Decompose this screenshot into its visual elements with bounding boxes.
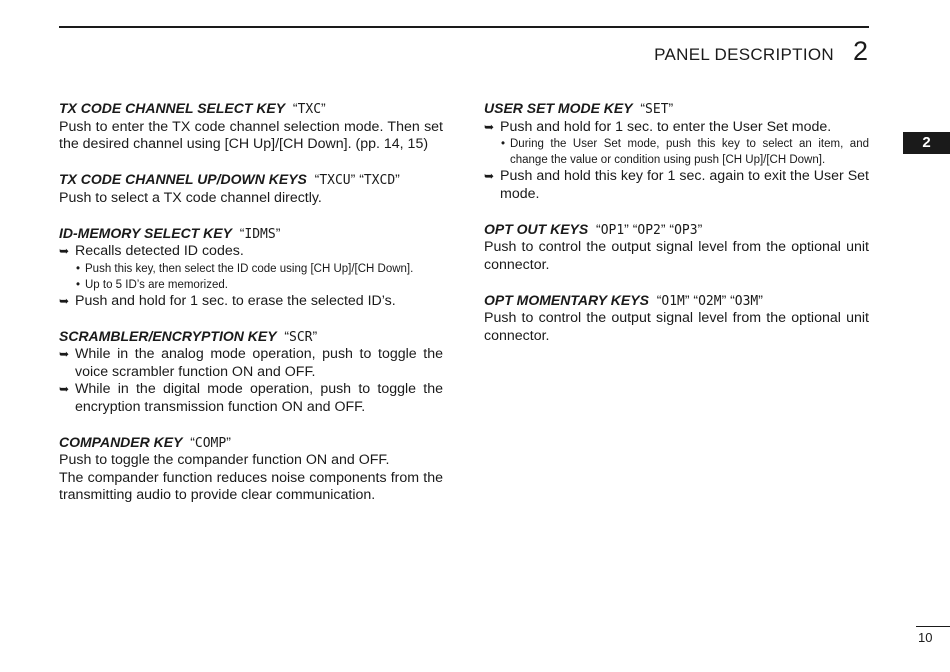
opt-mom-body: Push to control the output signal level from the optional unit connector. [484,310,869,344]
idms-lcd: IDMS [244,226,276,242]
chapter-number: 2 [852,36,868,66]
scr-heading: SCRAMBLER/ENCRYPTION KEY “SCR” [59,327,318,345]
txc-heading-text: TX CODE CHANNEL SELECT KEY [59,100,286,116]
set-heading: USER SET MODE KEY “SET” [484,100,674,117]
txcud-heading: TX CODE CHANNEL UP/DOWN KEYS “TXCU” “TXCD” [59,171,400,188]
op2-lcd: OP2 [637,222,661,238]
comp-line-2: The compander function reduces noise components from the transmitting audio to provide clear communication. [59,469,443,503]
idms-item-1: ➥ Recalls detected ID codes. [59,243,244,259]
opt-mom-heading-text: OPT MOMENTARY KEYS [484,291,649,308]
o3m-lcd: O3M [734,293,759,309]
txcu-lcd: TXCU [319,173,351,188]
txc-lcd: TXC [297,102,322,117]
opt-mom-heading: OPT MOMENTARY KEYS “O1M” “O2M” “O3M” [484,291,763,309]
page-number: 10 [918,630,933,645]
set-section [484,100,869,203]
op1-lcd: OP1 [600,222,625,238]
set-heading-text: USER SET MODE KEY [484,100,633,116]
arrow-icon: ➥ [484,119,495,134]
txcud-section [59,171,443,207]
op3-lcd: OP3 [674,222,698,238]
comp-heading-text: COMPANDER KEY [59,433,183,450]
txc-body: Push to enter the TX code channel selection mode. Then set the desired channel using [CH Up]/[CH Down]. (pp. 14, 15) [59,118,443,152]
opt-out-body: Push to control the output signal level from the optional unit connector. [484,239,869,273]
o1m-lcd: O1M [661,293,685,309]
idms-bullet-1: • Push this key, then select the ID code using [CH Up]/[CH Down]. [76,262,414,275]
idms-bullet-2: • Up to 5 ID’s are memorized. [76,278,228,291]
comp-section [59,434,443,505]
opt-out-section [484,221,869,275]
idms-heading-text: ID-MEMORY SELECT KEY [59,224,232,241]
right-column [484,100,869,363]
page-number-rule [916,626,950,627]
arrow-icon: ➥ [484,169,495,183]
comp-lcd: COMP [194,435,227,451]
arrow-icon: ➥ [59,347,70,361]
set-item-1: ➥ Push and hold for 1 sec. to enter the User Set mode. [484,118,832,135]
o2m-lcd: O2M [698,293,722,309]
opt-out-heading: OPT OUT KEYS “OP1” “OP2” “OP3” [484,220,703,238]
txc-section [59,100,443,154]
page-header [654,36,868,67]
arrow-icon: ➥ [59,293,70,308]
txc-heading: TX CODE CHANNEL SELECT KEY “TXC” [59,100,326,117]
scr-section [59,328,443,417]
txcud-heading-text: TX CODE CHANNEL UP/DOWN KEYS [59,171,307,187]
left-column [59,100,443,522]
arrow-icon: ➥ [59,382,70,396]
idms-item-2: ➥ Push and hold for 1 sec. to erase the selected ID’s. [59,292,396,309]
chapter-tab: 2 [903,132,950,154]
set-bullet-1: • During the User Set mode, push this key to select an item, and change the value or condition using push [CH Up]/[CH Down]. [501,138,869,166]
txcd-lcd: TXCD [363,173,396,188]
opt-mom-section [484,292,869,346]
set-item-2: ➥ Push and hold this key for 1 sec. again to exit the User Set mode. [484,168,869,202]
comp-line-1: Push to toggle the compander function ON and OFF. [59,452,390,468]
scr-lcd: SCR [289,329,313,345]
scr-heading-text: SCRAMBLER/ENCRYPTION KEY [59,327,277,344]
scr-item-1: ➥ While in the analog mode operation, push to toggle the voice scrambler function ON and OFF. [59,346,443,380]
comp-heading: COMPANDER KEY “COMP” [59,433,231,451]
scr-item-2: ➥ While in the digital mode operation, push to toggle the encryption transmission function ON and OFF. [59,381,443,415]
section-title: PANEL DESCRIPTION [654,45,834,64]
opt-out-heading-text: OPT OUT KEYS [484,220,589,237]
arrow-icon: ➥ [59,244,70,258]
idms-section [59,225,443,311]
top-rule [59,26,869,28]
set-lcd: SET [645,102,669,117]
txcud-body: Push to select a TX code channel directly. [59,189,322,206]
idms-heading: ID-MEMORY SELECT KEY “IDMS” [59,224,281,242]
